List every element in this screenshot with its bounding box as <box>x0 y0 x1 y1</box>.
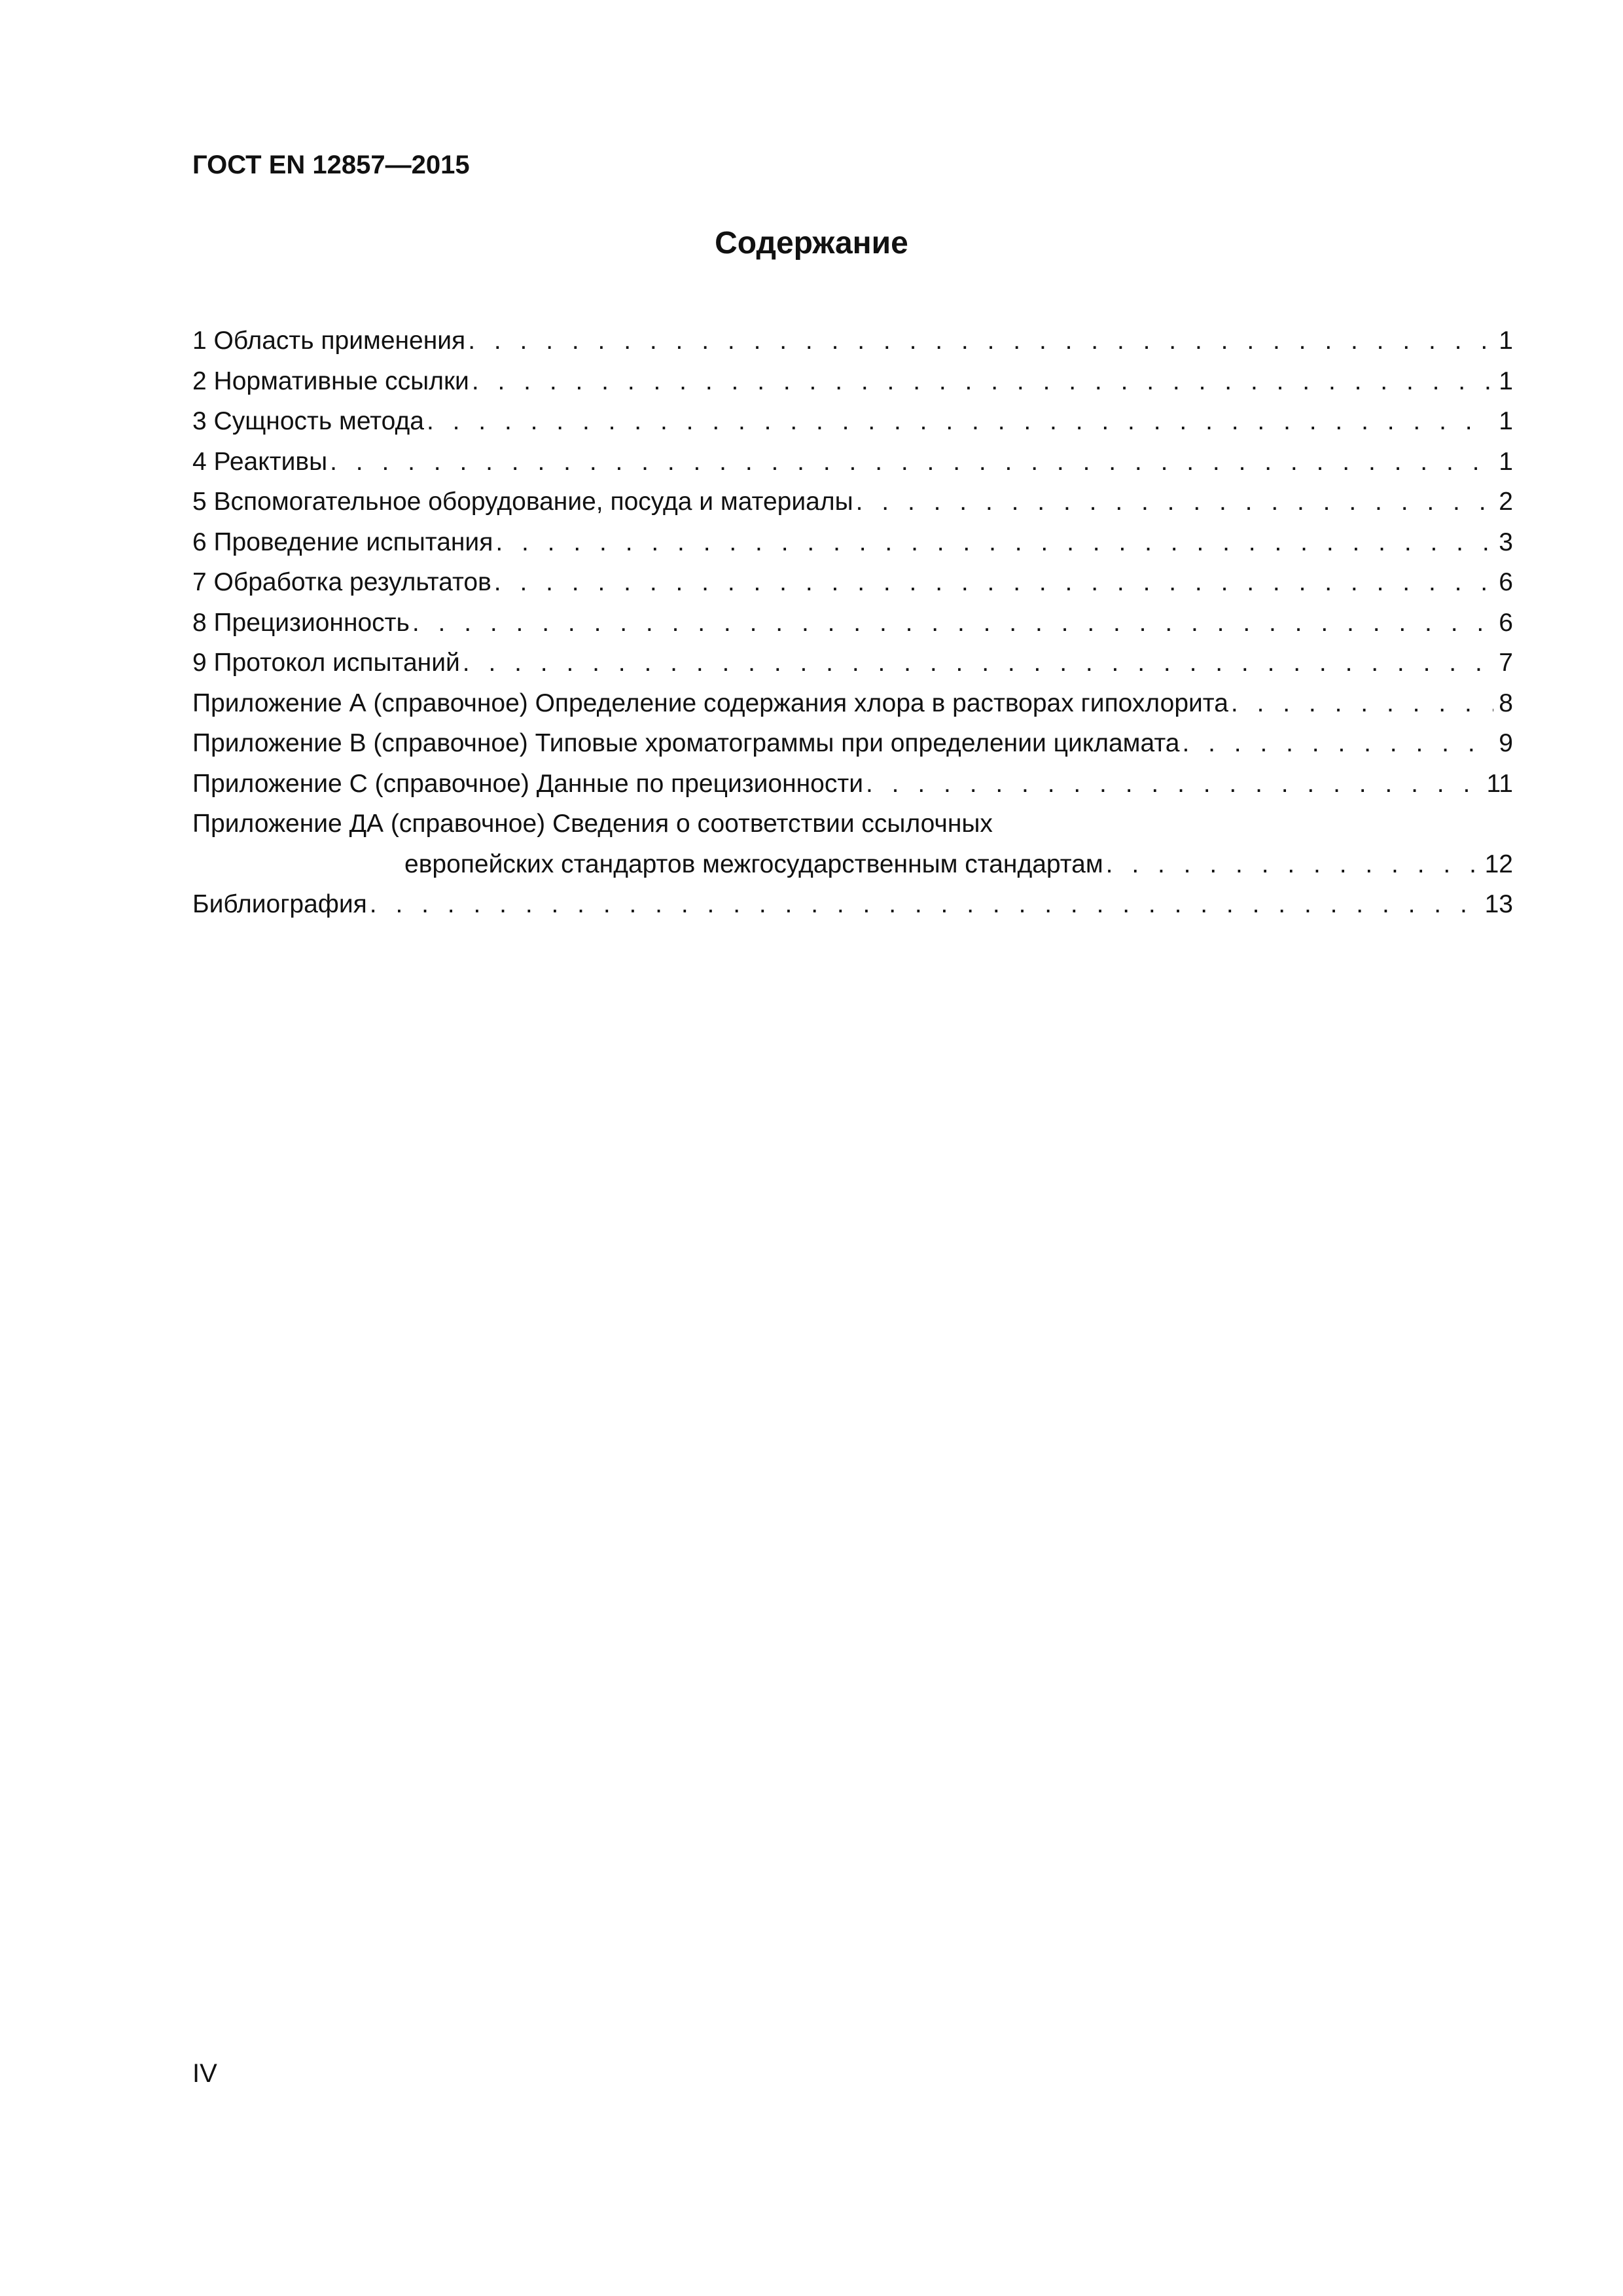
toc-entry-label: 7 Обработка результатов <box>192 568 491 596</box>
toc-entry-apparatus[interactable] <box>192 482 1513 522</box>
toc-entry-label: 8 Прецизионность <box>192 608 410 637</box>
toc-dot-leader <box>468 321 1493 361</box>
toc-entry-calculation[interactable] <box>192 562 1513 603</box>
toc-entry-annex-b[interactable] <box>192 723 1513 764</box>
toc-dot-leader <box>463 643 1493 683</box>
toc-page-number: 7 <box>1499 649 1513 677</box>
toc-entry-test-report[interactable] <box>192 643 1513 683</box>
toc-page-number: 8 <box>1499 689 1513 717</box>
toc-entry-label: Приложение А (справочное) Определение содержания хлора в растворах гипохлорита <box>192 689 1228 717</box>
toc-dot-leader <box>866 764 1481 804</box>
toc-entry-annex-da[interactable] <box>192 804 1513 884</box>
toc-page-number: 2 <box>1499 488 1513 516</box>
toc-page-number: 13 <box>1484 890 1513 918</box>
toc-entry-annex-c[interactable] <box>192 764 1513 804</box>
toc-page-number: 12 <box>1484 850 1513 878</box>
toc-dot-leader <box>494 562 1493 603</box>
document-code: ГОСТ EN 12857—2015 <box>192 151 470 179</box>
toc-page-number: 1 <box>1499 367 1513 395</box>
toc-entry-bibliography[interactable] <box>192 884 1513 925</box>
toc-page-number: 6 <box>1499 568 1513 596</box>
toc-entry-label-continuation: европейских стандартов межгосударственным стандартам <box>404 850 1103 878</box>
toc-page-number: 11 <box>1486 769 1513 798</box>
toc-entry-principle[interactable] <box>192 401 1513 442</box>
toc-entry-label: Библиография <box>192 890 367 918</box>
toc-entry-label: 6 Проведение испытания <box>192 528 493 556</box>
toc-dot-leader <box>856 482 1493 522</box>
toc-entry-label: Приложение С (справочное) Данные по прецизионности <box>192 769 864 798</box>
toc-entry-normative-references[interactable] <box>192 361 1513 402</box>
toc-entry-label: 9 Протокол испытаний <box>192 649 460 677</box>
toc-page-number: 6 <box>1499 608 1513 637</box>
toc-dot-leader <box>370 884 1480 925</box>
toc-entry-label: Приложение В (справочное) Типовые хроматограммы при определении цикламата <box>192 729 1180 757</box>
toc-page-number: 1 <box>1499 447 1513 476</box>
toc-entry-label: 4 Реактивы <box>192 447 328 476</box>
toc-entry-precision[interactable] <box>192 603 1513 643</box>
toc-entry-label: Приложение ДА (справочное) Сведения о соответствии ссылочных <box>192 810 993 838</box>
toc-entry-annex-a[interactable] <box>192 683 1513 724</box>
toc-dot-leader <box>1182 723 1493 764</box>
toc-page-number: 3 <box>1499 528 1513 556</box>
toc-entry-label: 3 Сущность метода <box>192 407 424 435</box>
toc-entry-label: 2 Нормативные ссылки <box>192 367 469 395</box>
toc-dot-leader <box>330 442 1493 482</box>
toc-title: Содержание <box>715 226 908 260</box>
toc-dot-leader <box>412 603 1493 643</box>
toc-entry-reagents[interactable] <box>192 442 1513 482</box>
toc-entry-procedure[interactable] <box>192 522 1513 563</box>
toc-dot-leader <box>495 522 1493 563</box>
toc-page-number: 1 <box>1499 327 1513 355</box>
page-number: IV <box>192 2059 217 2088</box>
toc-entry-label: 1 Область применения <box>192 327 466 355</box>
toc-page-number: 1 <box>1499 407 1513 435</box>
toc-dot-leader <box>1106 844 1480 885</box>
toc-dot-leader <box>427 401 1493 442</box>
toc-dot-leader <box>472 361 1493 402</box>
table-of-contents <box>192 321 1513 925</box>
toc-entry-scope[interactable] <box>192 321 1513 361</box>
toc-entry-label: 5 Вспомогательное оборудование, посуда и материалы <box>192 488 853 516</box>
toc-page-number: 9 <box>1499 729 1513 757</box>
toc-dot-leader <box>1231 683 1493 724</box>
